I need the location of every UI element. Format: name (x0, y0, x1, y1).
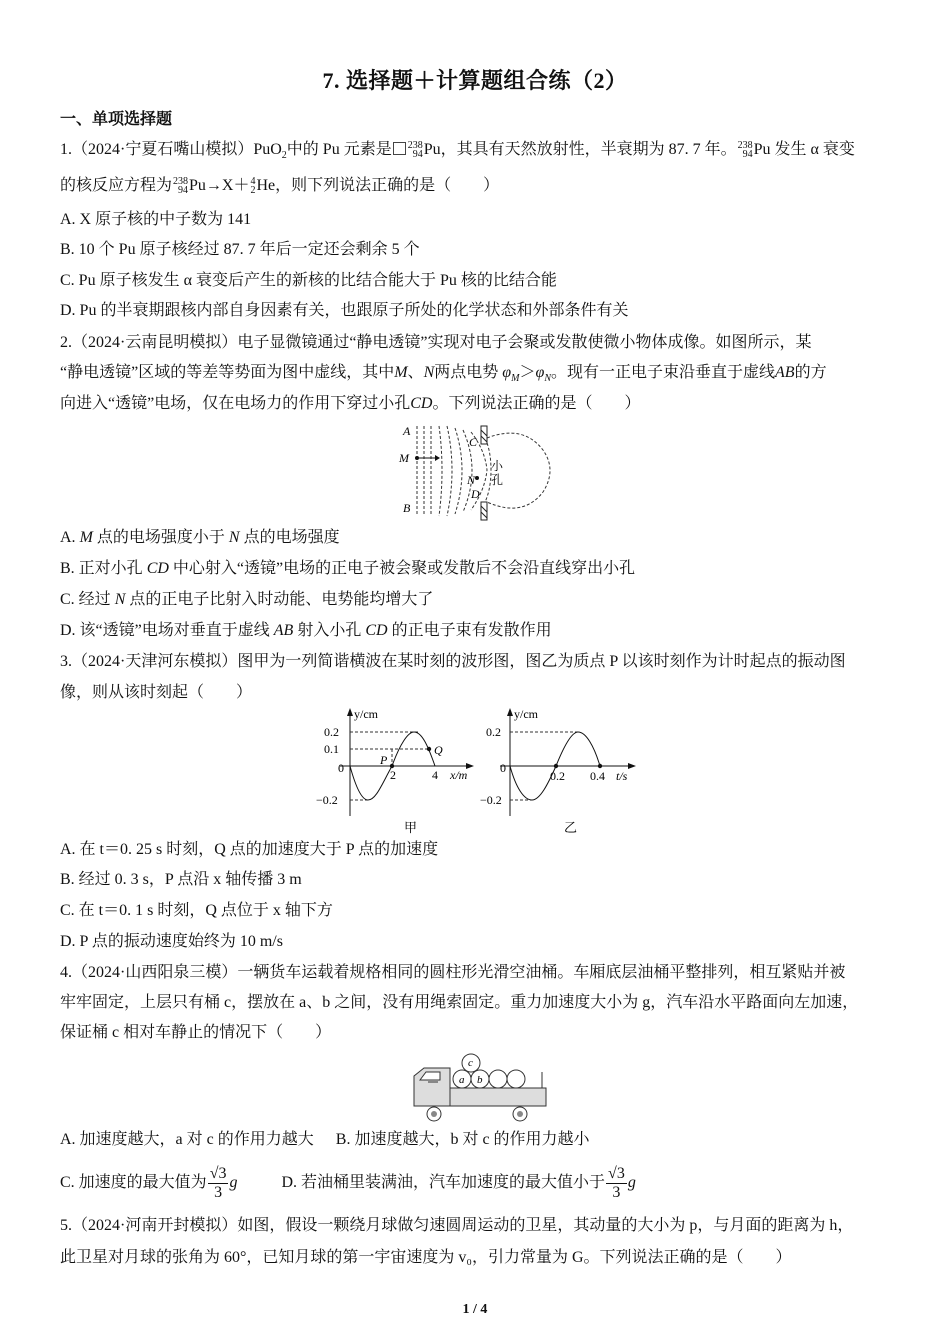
q2-option-c (60, 590, 894, 610)
q2d-1: D. 该“透镜”电场对垂直于虚线 (60, 622, 274, 639)
frac-num-d: √3 (608, 1164, 625, 1182)
q1-text-g: He，则下列说法正确的是（ ） (256, 177, 500, 194)
q2-l2-m: M (394, 364, 408, 381)
truck-figure (410, 1050, 550, 1124)
q2-l2-e: 两点电势 (434, 364, 499, 381)
q2b-3: 中心射入“透镜”电场的正电子被会聚或发散后不会沿直线穿出小孔 (168, 560, 636, 577)
q3-option-d: D. P 点的振动速度始终为 10 m/s (60, 933, 283, 950)
label-hole-2: 孔 (491, 473, 504, 487)
jia-y3: −0.2 (316, 793, 338, 807)
q3-line-2: 像，则从该时刻起（ ） (60, 684, 253, 701)
q2b-2: CD (146, 560, 169, 577)
q2-l3-cd: CD (410, 395, 433, 412)
jia-ylabel: y/cm (354, 707, 378, 721)
q2-line-3 (60, 394, 894, 414)
q1-text-b: 中的 Pu 元素是 (286, 141, 392, 158)
q5-line-2: 此卫星对月球的张角为 60°，已知月球的第一宇宙速度为 v₀，引力常量为 G。下列说法正确的是（ ） (60, 1249, 792, 1266)
point-n (475, 476, 479, 480)
label-hole-1: 小 (491, 459, 504, 473)
wave-graph-jia (310, 704, 478, 838)
truck-bed (450, 1088, 546, 1106)
point-t04 (598, 764, 602, 768)
q1-text-a: 1.（2024·宁夏石嘴山模拟）PuO (60, 141, 282, 158)
yi-y0: 0 (500, 761, 506, 775)
q2-option-a (60, 528, 894, 548)
q2a-3: 点的电场强度小于 (92, 529, 229, 546)
he-nuclide-index: 4 2 (250, 176, 256, 197)
q2c-1: C. 经过 (60, 591, 115, 608)
q1-option-a: A. X 原子核的中子数为 141 (60, 211, 252, 228)
q2d-2: AB (273, 622, 294, 639)
q4-options-cd (60, 1160, 894, 1206)
label-c: C (469, 435, 478, 449)
q2-l2-ab: AB (775, 364, 795, 381)
q2a-2: M (79, 529, 93, 546)
q4-option-b: B. 加速度越大，b 对 c 的作用力越小 (335, 1131, 590, 1148)
frac-den-c: 3 (214, 1183, 223, 1201)
jia-label-q: Q (434, 743, 443, 757)
q4-g-d: g (627, 1174, 636, 1191)
jia-y2: 0.1 (324, 742, 339, 756)
point-t02 (554, 764, 558, 768)
label-a: A (403, 424, 411, 438)
label-n: N (467, 473, 476, 487)
q2-option-d (60, 621, 894, 641)
q3-option-a: A. 在 t＝0. 25 s 时刻，Q 点的加速度大于 P 点的加速度 (60, 841, 439, 858)
q2-l3-a: 向进入“透镜”电场，仅在电场力的作用下穿过小孔 (60, 395, 411, 412)
q4-option-c: C. 加速度的最大值为 (60, 1174, 207, 1191)
label-d: D (471, 487, 480, 501)
frac-num-c: √3 (209, 1164, 227, 1182)
label-b: B (403, 501, 411, 515)
jia-xlabel: x/m (450, 768, 468, 782)
yi-x2: 0.4 (590, 769, 605, 783)
q2d-5: 的正电子束有发散作用 (387, 622, 552, 639)
q4-fraction-d (606, 1165, 627, 1202)
point-q (427, 747, 431, 751)
q3-line-1: 3.（2024·天津河东模拟）图甲为一列简谐横波在某时刻的波形图，图乙为质点 P 以该时刻作为计时起点的振动图 (60, 653, 846, 670)
jia-y0: 0 (338, 761, 344, 775)
q1-text-d: Pu 发生 α 衰变 (753, 141, 855, 158)
q2c-2: N (114, 591, 126, 608)
point-m (415, 456, 419, 460)
q2-l2-c: 、 (407, 364, 424, 381)
jia-x1: 2 (390, 768, 396, 782)
q2-line-1: 2.（2024·云南昆明模拟）电子显微镜通过“静电透镜”实现对电子会聚或发散使微小物体成像。如图所示，某 (60, 334, 812, 351)
q3-option-b: B. 经过 0. 3 s，P 点沿 x 轴传播 3 m (60, 871, 302, 888)
page-number: 1 / 4 (462, 1302, 488, 1317)
q1-line-1: 1.（2024·宁夏石嘴山模拟）PuO$_2$中的 Pu 元素是 238 94 Pu，其具有天然放射性，半衰期为 87. 7 年。 238 94 Pu 发生 α 衰变 (60, 140, 855, 162)
q1-line-2 (60, 176, 894, 196)
q2a-5: 点的电场强度 (239, 529, 340, 546)
q1-option-c: C. Pu 原子核发生 α 衰变后产生的新核的比结合能大于 Pu 核的比结合能 (60, 272, 557, 289)
q2a-1: A. (60, 529, 80, 546)
pu-nuclide-index-3: 238 94 (173, 176, 189, 197)
jia-x2: 4 (432, 768, 438, 782)
q2b-1: B. 正对小孔 (60, 560, 147, 577)
yi-caption: 乙 (564, 820, 578, 835)
q2d-4: CD (365, 622, 388, 639)
yi-y3: −0.2 (480, 793, 502, 807)
q3-option-c: C. 在 t＝0. 1 s 时刻，Q 点位于 x 轴下方 (60, 902, 333, 919)
q1-text-f: Pu→X＋ (189, 177, 250, 194)
label-m: M (399, 451, 409, 465)
q4-line-1: 4.（2024·山西阳泉三模）一辆货车运载着规格相同的圆柱形光滑空油桶。车厢底层油桶平整排列，相互紧贴并被 (60, 964, 846, 981)
drum-label-b: b (477, 1074, 483, 1086)
section-heading: 一、单项选择题 (60, 111, 173, 128)
page-title: 7. 选择题＋计算题组合练（2） (322, 68, 628, 93)
q4-options-ab (60, 1130, 894, 1150)
q2a-4: N (228, 529, 240, 546)
q1-option-d: D. Pu 的半衰期跟核内部自身因素有关，也跟原子所处的化学状态和外部条件有关 (60, 302, 629, 319)
q2c-3: 点的正电子比射入时动能、电势能均增大了 (125, 591, 434, 608)
q1-text-c: Pu，其具有天然放射性，半衰期为 87. 7 年。 (423, 141, 737, 158)
vibration-graph-yi (478, 704, 640, 838)
q4-fraction-c (208, 1165, 229, 1202)
q2-l2-a: “静电透镜”区域的等差等势面为图中虚线，其中 (60, 364, 395, 381)
yi-ylabel: y/cm (514, 707, 538, 721)
q5-line-1: 5.（2024·河南开封模拟）如图，假设一颗绕月球做匀速圆周运动的卫星，其动量的大小为 p，与月面的距离为 h， (60, 1217, 854, 1234)
q2-l2-f: 。现有一正电子束沿垂直于虚线 (551, 364, 776, 381)
jia-caption: 甲 (404, 820, 418, 835)
q4-option-d: D. 若油桶里装满油，汽车加速度的最大值小于 (281, 1174, 606, 1191)
drum-label-a: a (459, 1074, 465, 1086)
q4-line-2: 牢牢固定，上层只有桶 c，摆放在 a、b 之间，没有用绳索固定。重力加速度大小为 g，汽车沿水平路面向左加速， (60, 994, 859, 1011)
yi-x1: 0.2 (550, 769, 565, 783)
q4-option-a: A. 加速度越大，a 对 c 的作用力越大 (60, 1131, 314, 1148)
jia-y1: 0.2 (324, 725, 339, 739)
electrostatic-lens-figure (395, 420, 555, 522)
frac-den-d: 3 (612, 1183, 621, 1201)
q4-g-c: g (229, 1174, 238, 1191)
q2-l2-h: 的方 (794, 364, 827, 381)
drum-label-c: c (468, 1057, 473, 1069)
potential-inequality: $\varphi_M>\varphi_N$ (502, 364, 551, 385)
q4-line-3: 保证桶 c 相对车静止的情况下（ ） (60, 1024, 332, 1041)
q2-option-b (60, 559, 894, 579)
q2-l2-n: N (423, 364, 435, 381)
pu-nuclide-index: 238 94 (407, 140, 423, 161)
q2-line-2 (60, 363, 894, 389)
q1-text-e: 的核反应方程为 (60, 177, 173, 194)
yi-xlabel: t/s (616, 769, 628, 783)
jia-label-p: P (380, 753, 388, 767)
missing-glyph-icon (393, 142, 406, 155)
q2-l3-c: 。下列说法正确的是（ ） (432, 395, 641, 412)
yi-y1: 0.2 (486, 725, 501, 739)
q1-option-b: B. 10 个 Pu 原子核经过 87. 7 年后一定还会剩余 5 个 (60, 241, 420, 258)
q2d-3: 射入小孔 (293, 622, 366, 639)
pu-nuclide-index-2: 238 94 (737, 140, 753, 161)
